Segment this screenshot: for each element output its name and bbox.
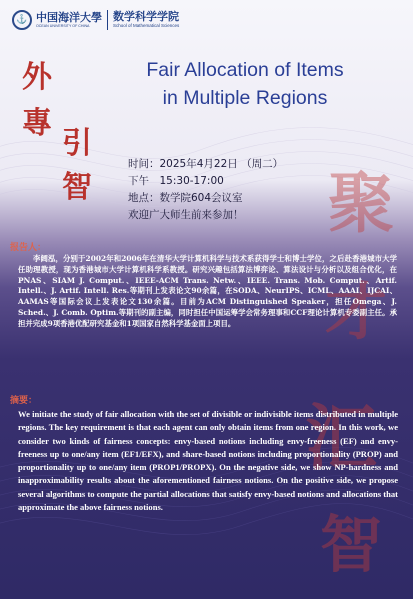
abstract-label: 摘要： — [10, 396, 38, 406]
event-time: 时间：2025年4月22日 （周二） — [128, 158, 284, 170]
university-name-cn: 中国海洋大學 — [36, 10, 102, 24]
school-name-en: School of Mathematical Sciences — [113, 23, 180, 28]
calligraphy-char-2: 才 — [325, 275, 388, 348]
reporter-label: 报告人： — [10, 243, 47, 253]
series-char-4: 智 — [62, 170, 92, 205]
series-char-2: 專 — [22, 106, 52, 141]
series-char-1: 外 — [22, 60, 52, 95]
university-seal-icon: ⚓ — [12, 10, 32, 30]
header-logo — [12, 10, 179, 30]
calligraphy-char-1: 聚 — [328, 164, 394, 242]
school-name-cn: 数学科学学院 — [113, 10, 179, 23]
event-info — [128, 156, 283, 224]
calligraphy-char-4: 智 — [320, 508, 383, 581]
logo-divider — [107, 10, 108, 30]
talk-title — [90, 56, 400, 112]
event-location: 地点：数学院604会议室 — [128, 192, 243, 204]
event-welcome: 欢迎广大师生前来参加！ — [128, 209, 244, 221]
university-name-en: OCEAN UNIVERSITY OF CHINA — [36, 23, 90, 28]
series-char-3: 引 — [62, 126, 92, 161]
talk-title-line1: Fair Allocation of Items — [146, 59, 344, 81]
speaker-bio: 李阔泓，分别于2002年和2006年在清华大学计算机科学与技术系获得学士和博士学位，之后赴香港城市大学任助理教授，现为香港城市大学计算机科学系教授。研究兴趣包括算法博弈论、算法设计与分析以及组合优化，在PNAS、SIAM J. Comput.、IEEE-ACM Trans. Netw.、IEEE. Trans. Mob. Comput.、Artif. Intell.、J. Artif. Intell. Res.等期刊上发表论文90余篇，在SODA、NeurIPS、ICML、AAAI、IJCAI、AAMAS等国际会议上发表论文130余篇。目前为ACM Distinguished Speaker，担任Omega、J. Sched.、J. Comb. Optim.等期刊的副主编，同时担任中国运筹学会常务理事和CCF理论计算机专委副主任。承担并完成9项香港优配研究基金和1项国家自然科学基金面上项目。 — [18, 254, 397, 328]
calligraphy-char-3: 汇 — [305, 395, 378, 480]
talk-title-line2: in Multiple Regions — [162, 87, 328, 109]
event-time-afternoon: 下午 15:30-17:00 — [128, 175, 224, 187]
abstract-text: We initiate the study of fair allocation with the set of divisible or indivisible items distributed in multiple regions. The key requirement is that each agent can only obtain items from one region. In this work, we consider two kinds of fairness concepts: envy-based notions including envy-freeness (EF) and envy-freeness up to one/any item (EF1/EFX), and share-based notions including proportionality (PROP) and proportionality up to one/any item (PROP1/PROPX). On the negative side, we show NP-hardness and inapproximability results about the aforementioned fairness notions. On the positive side, we propose several algorithms to compute the partial allocations that satisfy envy-based notions and allocations that approximate the above fairness notions. — [18, 409, 398, 513]
